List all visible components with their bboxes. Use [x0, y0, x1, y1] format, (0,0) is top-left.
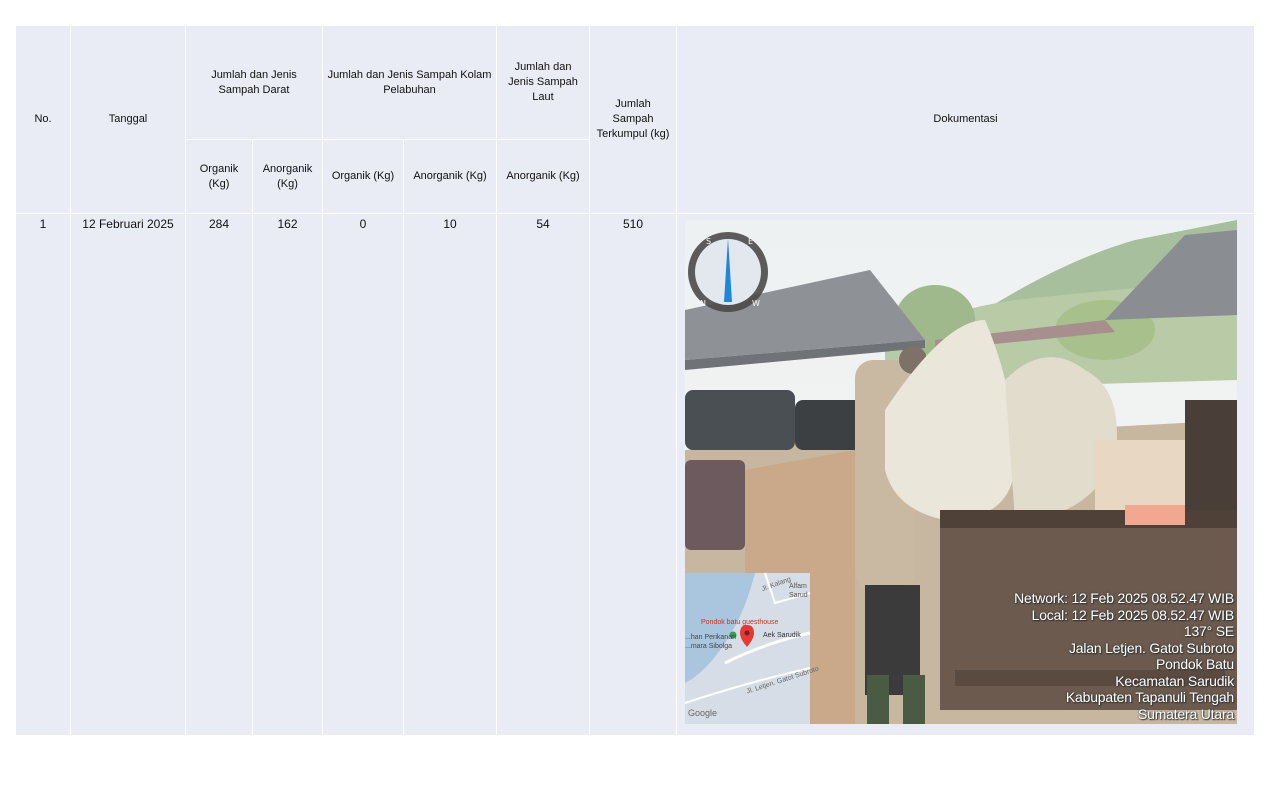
map-inset: [685, 573, 820, 724]
map-label-sarud: Sarud: [789, 592, 808, 599]
waste-report-table: [15, 25, 1255, 736]
cell-darat-organik: 284: [186, 214, 253, 736]
cell-darat-anorganik: 162: [253, 214, 323, 736]
header-darat-organik: Organik (Kg): [186, 140, 253, 214]
header-sampah-laut: Jumlah dan Jenis Sampah Laut: [497, 26, 590, 140]
header-kolam-organik: Organik (Kg): [323, 140, 404, 214]
header-tanggal: Tanggal: [71, 26, 186, 214]
map-label-alfam: Alfam: [789, 583, 807, 590]
compass-letter-n: N: [700, 299, 706, 308]
table-row: [16, 214, 1255, 736]
header-kolam-anorganik: Anorganik (Kg): [404, 140, 497, 214]
cell-kolam-anorganik: 10: [404, 214, 497, 736]
cell-terkumpul: 510: [590, 214, 677, 736]
overlay-province: Sumatera Utara: [1137, 705, 1234, 722]
compass-letter-e: E: [748, 237, 754, 246]
overlay-street: Jalan Letjen. Gatot Subroto: [1068, 639, 1234, 656]
map-label-guesthouse: Pondok batu guesthouse: [701, 619, 779, 626]
overlay-heading: 137° SE: [1183, 623, 1234, 639]
cell-kolam-organik: 0: [323, 214, 404, 736]
google-logo: Google: [688, 708, 718, 718]
map-label-perikanan: ...han Perikanan: [685, 634, 736, 641]
map-label-sibolga: ...mara Sibolga: [685, 643, 733, 650]
overlay-village: Pondok Batu: [1156, 656, 1234, 672]
cell-dokumentasi: [677, 214, 1255, 736]
documentation-photo: [685, 220, 1237, 724]
cell-no: 1: [16, 214, 71, 736]
header-dokumentasi: Dokumentasi: [677, 26, 1255, 214]
header-sampah-darat: Jumlah dan Jenis Sampah Darat: [186, 26, 323, 140]
header-darat-anorganik: Anorganik (Kg): [253, 140, 323, 214]
compass-letter-s: S: [706, 237, 712, 246]
overlay-district: Kecamatan Sarudik: [1115, 672, 1234, 689]
overlay-local-time: Local: 12 Feb 2025 08.52.47 WIB: [1031, 606, 1234, 623]
overlay-network-time: Network: 12 Feb 2025 08.52.47 WIB: [1014, 590, 1234, 606]
overlay-regency: Kabupaten Tapanuli Tengah: [1065, 689, 1234, 705]
header-no: No.: [16, 26, 71, 214]
map-label-kalang: Jl. Kalang: [760, 575, 793, 594]
map-label-road: Jl. Letjen. Gatot Subroto: [745, 665, 820, 696]
map-label-aek-sarudik: Aek Sarudik: [763, 632, 801, 639]
header-laut-anorganik: Anorganik (Kg): [497, 140, 590, 214]
header-sampah-kolam: Jumlah dan Jenis Sampah Kolam Pelabuhan: [323, 26, 497, 140]
photo-geotag-overlay: [1014, 590, 1234, 722]
compass-letter-w: W: [752, 299, 760, 308]
cell-laut-anorganik: 54: [497, 214, 590, 736]
header-terkumpul: Jumlah Sampah Terkumpul (kg): [590, 26, 677, 214]
cell-tanggal: 12 Februari 2025: [71, 214, 186, 736]
